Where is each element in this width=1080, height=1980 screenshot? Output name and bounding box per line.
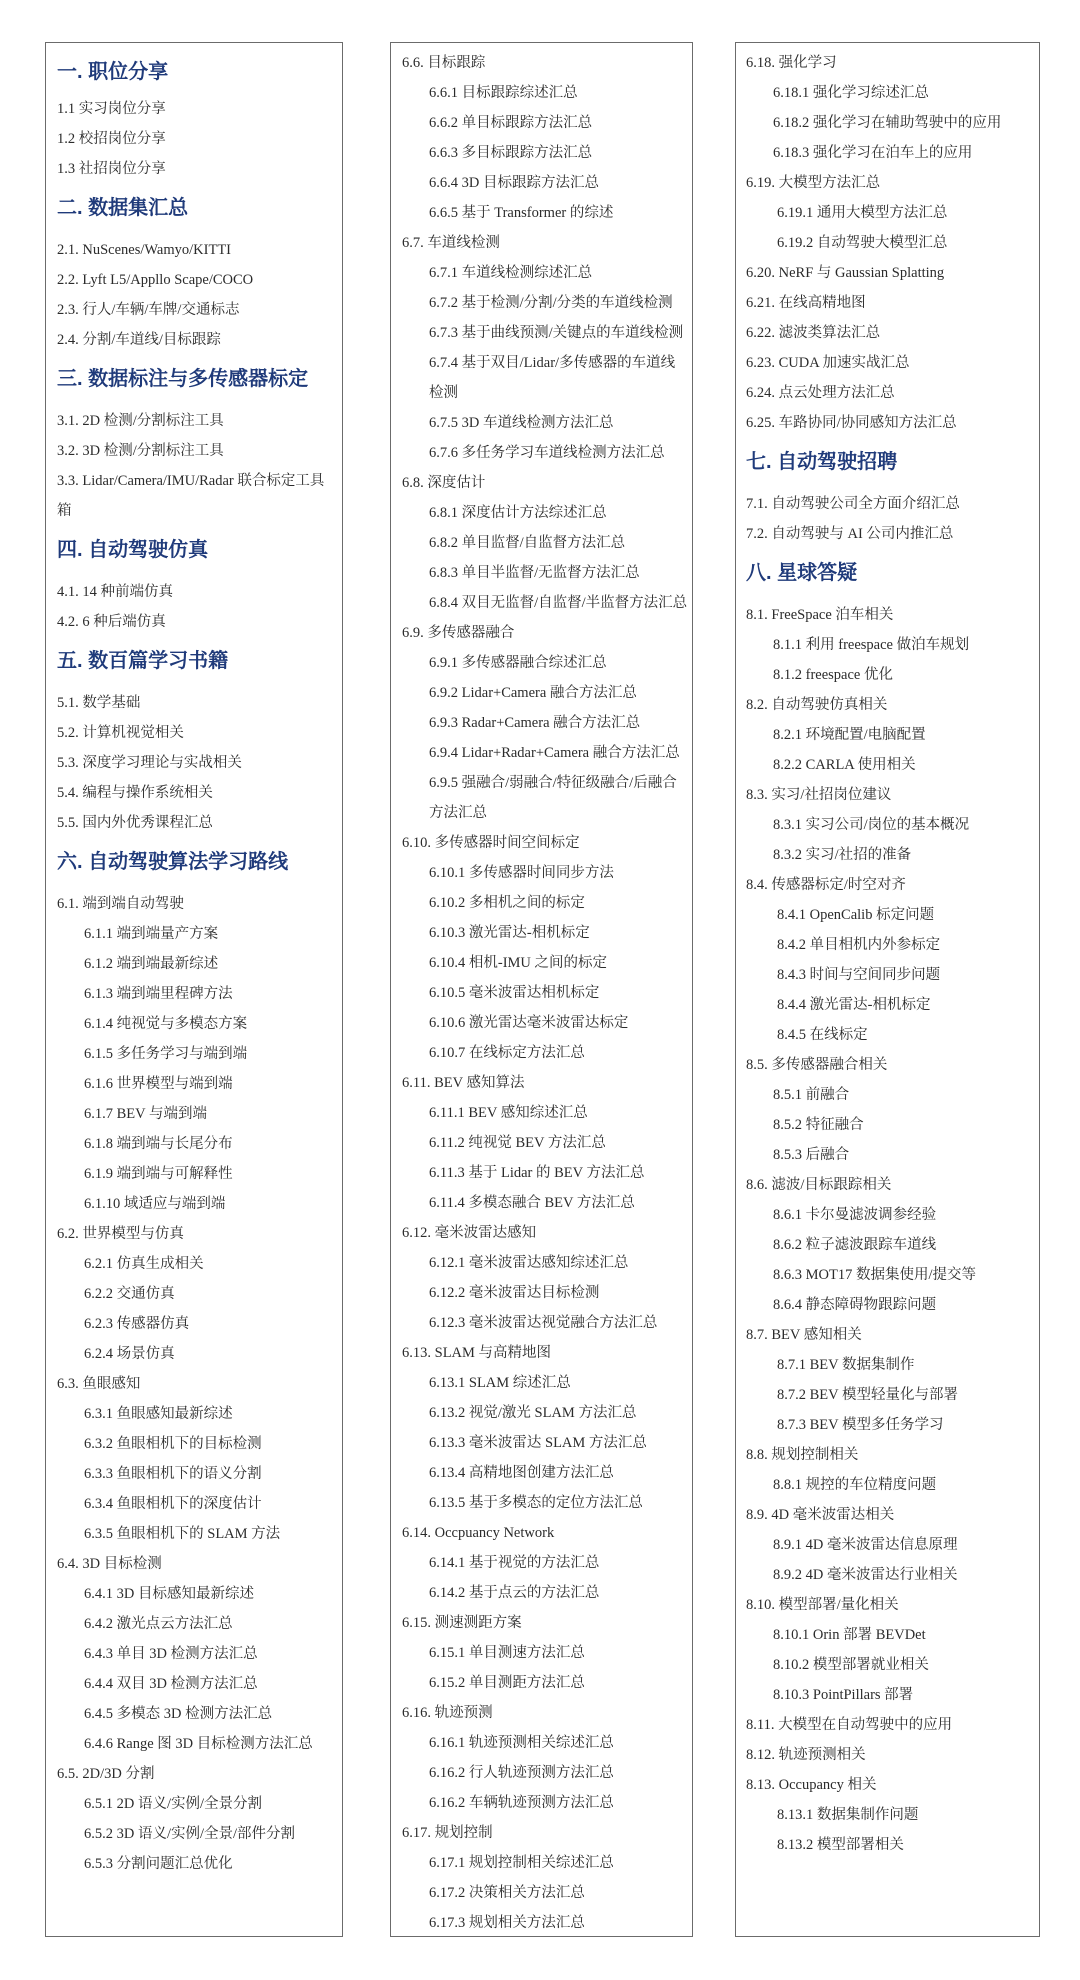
toc-subentry: 6.4.4 双目 3D 检测方法汇总 [84,1676,258,1692]
toc-entry: 6.25. 车路协同/协同感知方法汇总 [746,415,957,431]
toc-entry: 6.3. 鱼眼感知 [57,1376,141,1392]
toc-subentry: 6.10.7 在线标定方法汇总 [429,1045,585,1061]
toc-entry: 6.23. CUDA 加速实战汇总 [746,355,910,371]
toc-entry: 6.5. 2D/3D 分割 [57,1766,155,1782]
toc-subentry: 8.7.3 BEV 模型多任务学习 [777,1417,944,1433]
toc-subentry: 6.6.5 基于 Transformer 的综述 [429,205,614,221]
toc-subentry: 6.16.2 行人轨迹预测方法汇总 [429,1765,614,1781]
toc-subentry: 6.15.2 单目测距方法汇总 [429,1675,585,1691]
toc-subentry: 6.13.1 SLAM 综述汇总 [429,1375,571,1391]
toc-subentry: 6.18.2 强化学习在辅助驾驶中的应用 [773,115,1002,131]
toc-entry: 5.2. 计算机视觉相关 [57,725,184,741]
toc-subentry: 6.7.4 基于双目/Lidar/多传感器的车道线 [429,355,676,371]
toc-subentry: 6.11.1 BEV 感知综述汇总 [429,1105,588,1121]
toc-subentry: 6.9.4 Lidar+Radar+Camera 融合方法汇总 [429,745,680,761]
toc-subentry: 6.11.3 基于 Lidar 的 BEV 方法汇总 [429,1165,645,1181]
toc-subentry: 6.1.10 域适应与端到端 [84,1196,226,1212]
toc-entry: 6.24. 点云处理方法汇总 [746,385,895,401]
toc-subentry: 8.4.2 单目相机内外参标定 [777,937,941,953]
toc-subentry: 8.10.2 模型部署就业相关 [773,1657,929,1673]
toc-subentry: 6.1.4 纯视觉与多模态方案 [84,1016,248,1032]
toc-subentry: 6.4.2 激光点云方法汇总 [84,1616,233,1632]
toc-subentry: 6.3.4 鱼眼相机下的深度估计 [84,1496,262,1512]
toc-subentry: 6.2.1 仿真生成相关 [84,1256,204,1272]
toc-subentry: 6.12.1 毫米波雷达感知综述汇总 [429,1255,629,1271]
toc-subentry: 8.2.1 环境配置/电脑配置 [773,727,926,743]
toc-subentry: 6.2.3 传感器仿真 [84,1316,190,1332]
toc-subentry: 6.3.2 鱼眼相机下的目标检测 [84,1436,262,1452]
toc-column-2 [390,42,693,1937]
toc-entry: 8.6. 滤波/目标跟踪相关 [746,1177,892,1193]
section-heading: 三. 数据标注与多传感器标定 [57,368,309,390]
toc-subentry: 8.3.2 实习/社招的准备 [773,847,912,863]
toc-subentry: 6.8.4 双目无监督/自监督/半监督方法汇总 [429,595,688,611]
toc-subentry: 6.6.3 多目标跟踪方法汇总 [429,145,593,161]
toc-entry: 6.6. 目标跟踪 [402,55,486,71]
toc-subentry: 6.7.6 多任务学习车道线检测方法汇总 [429,445,665,461]
toc-subentry: 6.17.3 规划相关方法汇总 [429,1915,585,1931]
toc-subentry: 8.5.3 后融合 [773,1147,850,1163]
toc-subentry: 8.4.3 时间与空间同步问题 [777,967,941,983]
section-heading: 六. 自动驾驶算法学习路线 [57,851,289,873]
toc-subentry: 6.5.3 分割问题汇总优化 [84,1856,233,1872]
toc-subentry: 6.18.1 强化学习综述汇总 [773,85,929,101]
toc-subentry: 8.1.1 利用 freespace 做泊车规划 [773,637,970,653]
toc-subentry: 6.5.2 3D 语义/实例/全景/部件分割 [84,1826,296,1842]
toc-subentry: 8.13.1 数据集制作问题 [777,1807,919,1823]
toc-subentry: 6.10.5 毫米波雷达相机标定 [429,985,600,1001]
toc-subentry: 6.1.7 BEV 与端到端 [84,1106,207,1122]
toc-subentry: 8.6.4 静态障碍物跟踪问题 [773,1297,937,1313]
toc-entry: 3.2. 3D 检测/分割标注工具 [57,443,224,459]
toc-subentry: 6.11.2 纯视觉 BEV 方法汇总 [429,1135,606,1151]
toc-entry: 6.13. SLAM 与高精地图 [402,1345,552,1361]
section-heading: 八. 星球答疑 [746,562,858,584]
toc-subentry: 6.7.5 3D 车道线检测方法汇总 [429,415,614,431]
toc-subentry: 6.13.4 高精地图创建方法汇总 [429,1465,614,1481]
toc-subentry: 6.14.2 基于点云的方法汇总 [429,1585,600,1601]
toc-subentry: 6.7.1 车道线检测综述汇总 [429,265,593,281]
toc-subentry: 6.1.6 世界模型与端到端 [84,1076,233,1092]
toc-entry: 8.7. BEV 感知相关 [746,1327,862,1343]
toc-subentry: 6.13.3 毫米波雷达 SLAM 方法汇总 [429,1435,647,1451]
toc-subentry: 8.4.4 激光雷达-相机标定 [777,997,931,1013]
toc-entry: 1.1 实习岗位分享 [57,101,166,117]
toc-entry: 6.21. 在线高精地图 [746,295,866,311]
toc-subentry: 8.5.2 特征融合 [773,1117,864,1133]
toc-entry: 8.2. 自动驾驶仿真相关 [746,697,888,713]
toc-subentry: 6.10.3 激光雷达-相机标定 [429,925,590,941]
toc-subentry: 6.11.4 多模态融合 BEV 方法汇总 [429,1195,635,1211]
toc-entry: 6.10. 多传感器时间空间标定 [402,835,580,851]
toc-subentry: 6.10.6 激光雷达毫米波雷达标定 [429,1015,629,1031]
toc-subentry: 6.14.1 基于视觉的方法汇总 [429,1555,600,1571]
toc-entry: 箱 [57,503,72,519]
toc-subentry: 6.3.5 鱼眼相机下的 SLAM 方法 [84,1526,281,1542]
toc-entry: 5.1. 数学基础 [57,695,141,711]
toc-entry: 6.14. Occpuancy Network [402,1525,555,1541]
toc-entry: 8.3. 实习/社招岗位建议 [746,787,892,803]
toc-subentry: 6.5.1 2D 语义/实例/全景分割 [84,1796,263,1812]
toc-subentry: 6.3.1 鱼眼感知最新综述 [84,1406,233,1422]
toc-entry: 1.3 社招岗位分享 [57,161,166,177]
toc-entry: 4.1. 14 种前端仿真 [57,584,173,600]
toc-subentry: 6.10.4 相机-IMU 之间的标定 [429,955,608,971]
toc-entry: 2.2. Lyft L5/Appllo Scape/COCO [57,272,254,288]
toc-column-3 [735,42,1040,1937]
toc-subentry: 6.17.2 决策相关方法汇总 [429,1885,585,1901]
toc-subentry: 6.7.2 基于检测/分割/分类的车道线检测 [429,295,673,311]
section-heading: 七. 自动驾驶招聘 [746,451,898,473]
toc-subentry: 6.1.8 端到端与长尾分布 [84,1136,233,1152]
toc-subentry: 6.12.3 毫米波雷达视觉融合方法汇总 [429,1315,658,1331]
toc-subentry: 6.12.2 毫米波雷达目标检测 [429,1285,600,1301]
section-heading: 五. 数百篇学习书籍 [57,650,229,672]
toc-subentry: 6.10.2 多相机之间的标定 [429,895,585,911]
toc-subentry: 6.19.2 自动驾驶大模型汇总 [777,235,948,251]
toc-entry: 2.1. NuScenes/Wamyo/KITTI [57,242,231,258]
toc-subentry: 6.6.1 目标跟踪综述汇总 [429,85,578,101]
toc-subentry: 8.6.2 粒子滤波跟踪车道线 [773,1237,937,1253]
section-heading: 一. 职位分享 [57,61,169,83]
toc-subentry: 6.17.1 规划控制相关综述汇总 [429,1855,614,1871]
toc-entry: 7.2. 自动驾驶与 AI 公司内推汇总 [746,526,954,542]
toc-subentry: 6.15.1 单目测速方法汇总 [429,1645,585,1661]
toc-subentry: 8.10.1 Orin 部署 BEVDet [773,1627,926,1643]
toc-subentry: 6.6.4 3D 目标跟踪方法汇总 [429,175,599,191]
toc-subentry: 6.4.1 3D 目标感知最新综述 [84,1586,254,1602]
toc-subentry: 检测 [429,385,458,401]
toc-entry: 8.11. 大模型在自动驾驶中的应用 [746,1717,953,1733]
toc-entry: 6.19. 大模型方法汇总 [746,175,881,191]
toc-subentry: 6.6.2 单目标跟踪方法汇总 [429,115,593,131]
toc-entry: 6.17. 规划控制 [402,1825,493,1841]
toc-subentry: 6.1.3 端到端里程碑方法 [84,986,233,1002]
toc-column-1 [45,42,343,1937]
toc-subentry: 6.9.1 多传感器融合综述汇总 [429,655,607,671]
toc-entry: 6.18. 强化学习 [746,55,837,71]
toc-subentry: 8.3.1 实习公司/岗位的基本概况 [773,817,970,833]
toc-subentry: 6.4.3 单目 3D 检测方法汇总 [84,1646,258,1662]
toc-subentry: 6.19.1 通用大模型方法汇总 [777,205,948,221]
toc-subentry: 8.7.2 BEV 模型轻量化与部署 [777,1387,958,1403]
toc-entry: 6.22. 滤波类算法汇总 [746,325,881,341]
toc-entry: 8.8. 规划控制相关 [746,1447,859,1463]
toc-entry: 3.1. 2D 检测/分割标注工具 [57,413,224,429]
toc-entry: 5.4. 编程与操作系统相关 [57,785,213,801]
toc-subentry: 6.3.3 鱼眼相机下的语义分割 [84,1466,262,1482]
toc-subentry: 6.9.3 Radar+Camera 融合方法汇总 [429,715,641,731]
toc-subentry: 8.5.1 前融合 [773,1087,850,1103]
toc-entry: 6.7. 车道线检测 [402,235,500,251]
toc-subentry: 6.16.1 轨迹预测相关综述汇总 [429,1735,614,1751]
toc-subentry: 8.6.1 卡尔曼滤波调参经验 [773,1207,937,1223]
toc-subentry: 6.10.1 多传感器时间同步方法 [429,865,614,881]
toc-entry: 1.2 校招岗位分享 [57,131,166,147]
toc-subentry: 方法汇总 [429,805,487,821]
toc-subentry: 6.8.1 深度估计方法综述汇总 [429,505,607,521]
toc-subentry: 8.4.5 在线标定 [777,1027,868,1043]
section-heading: 二. 数据集汇总 [57,197,189,219]
toc-subentry: 8.9.1 4D 毫米波雷达信息原理 [773,1537,958,1553]
section-heading: 四. 自动驾驶仿真 [57,539,209,561]
toc-subentry: 6.7.3 基于曲线预测/关键点的车道线检测 [429,325,684,341]
toc-entry: 6.2. 世界模型与仿真 [57,1226,184,1242]
toc-subentry: 6.2.2 交通仿真 [84,1286,175,1302]
toc-entry: 5.3. 深度学习理论与实战相关 [57,755,242,771]
toc-entry: 8.1. FreeSpace 泊车相关 [746,607,894,623]
toc-entry: 6.9. 多传感器融合 [402,625,515,641]
toc-subentry: 8.4.1 OpenCalib 标定问题 [777,907,935,923]
toc-subentry: 6.4.5 多模态 3D 检测方法汇总 [84,1706,273,1722]
toc-entry: 3.3. Lidar/Camera/IMU/Radar 联合标定工具 [57,473,325,489]
toc-entry: 2.4. 分割/车道线/目标跟踪 [57,332,221,348]
toc-subentry: 6.1.1 端到端量产方案 [84,926,219,942]
toc-entry: 4.2. 6 种后端仿真 [57,614,166,630]
toc-entry: 8.9. 4D 毫米波雷达相关 [746,1507,895,1523]
toc-entry: 2.3. 行人/车辆/车牌/交通标志 [57,302,240,318]
toc-entry: 6.4. 3D 目标检测 [57,1556,162,1572]
toc-subentry: 8.6.3 MOT17 数据集使用/提交等 [773,1267,976,1283]
toc-subentry: 8.10.3 PointPillars 部署 [773,1687,914,1703]
toc-entry: 6.20. NeRF 与 Gaussian Splatting [746,265,945,281]
toc-subentry: 6.8.2 单目监督/自监督方法汇总 [429,535,626,551]
toc-subentry: 6.9.5 强融合/弱融合/特征级融合/后融合 [429,775,677,791]
toc-subentry: 6.8.3 单目半监督/无监督方法汇总 [429,565,640,581]
toc-entry: 8.4. 传感器标定/时空对齐 [746,877,906,893]
toc-subentry: 6.4.6 Range 图 3D 目标检测方法汇总 [84,1736,313,1752]
toc-subentry: 6.1.5 多任务学习与端到端 [84,1046,248,1062]
toc-entry: 6.11. BEV 感知算法 [402,1075,525,1091]
toc-subentry: 6.2.4 场景仿真 [84,1346,175,1362]
toc-subentry: 8.1.2 freespace 优化 [773,667,893,683]
toc-subentry: 6.1.9 端到端与可解释性 [84,1166,233,1182]
toc-subentry: 8.8.1 规控的车位精度问题 [773,1477,937,1493]
toc-subentry: 6.16.2 车辆轨迹预测方法汇总 [429,1795,614,1811]
toc-subentry: 6.18.3 强化学习在泊车上的应用 [773,145,973,161]
toc-entry: 6.8. 深度估计 [402,475,486,491]
toc-entry: 8.13. Occupancy 相关 [746,1777,877,1793]
toc-subentry: 8.9.2 4D 毫米波雷达行业相关 [773,1567,958,1583]
toc-entry: 8.5. 多传感器融合相关 [746,1057,888,1073]
toc-entry: 6.1. 端到端自动驾驶 [57,896,184,912]
toc-subentry: 8.2.2 CARLA 使用相关 [773,757,916,773]
toc-entry: 8.12. 轨迹预测相关 [746,1747,866,1763]
toc-subentry: 6.1.2 端到端最新综述 [84,956,219,972]
toc-subentry: 6.9.2 Lidar+Camera 融合方法汇总 [429,685,637,701]
toc-entry: 6.12. 毫米波雷达感知 [402,1225,537,1241]
toc-entry: 5.5. 国内外优秀课程汇总 [57,815,213,831]
toc-subentry: 6.13.5 基于多模态的定位方法汇总 [429,1495,643,1511]
toc-entry: 7.1. 自动驾驶公司全方面介绍汇总 [746,496,960,512]
toc-entry: 6.16. 轨迹预测 [402,1705,493,1721]
toc-subentry: 8.13.2 模型部署相关 [777,1837,904,1853]
toc-entry: 8.10. 模型部署/量化相关 [746,1597,899,1613]
toc-subentry: 8.7.1 BEV 数据集制作 [777,1357,915,1373]
toc-subentry: 6.13.2 视觉/激光 SLAM 方法汇总 [429,1405,637,1421]
toc-entry: 6.15. 测速测距方案 [402,1615,522,1631]
